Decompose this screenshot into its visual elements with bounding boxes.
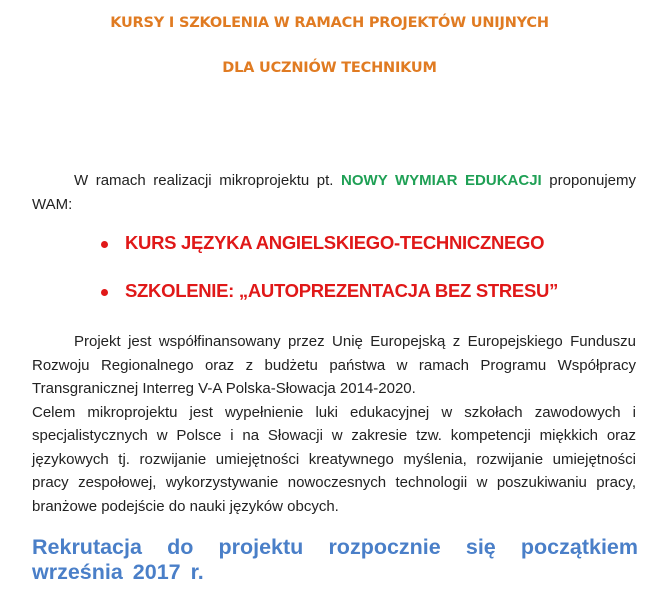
- recruitment-notice: Rekrutacja do projektu rozpocznie się początkiem września 2017 r.: [32, 535, 638, 584]
- page-title-line-1: KURSY I SZKOLENIA W RAMACH PROJEKTÓW UNIJNYCH: [110, 15, 549, 31]
- goal-text: Celem mikroprojektu jest wypełnienie luki edukacyjnej w szkołach zawodowych i specjalistycznych w Polsce i na Słowacji w zakresie tzw. kompetencji miękkich oraz językowych tj. rozwijanie umiejętności kreatywnego myślenia, rozwijanie umiejętności pracy zespołowej, wykorzystywanie nowoczesnych technologii w poszukiwaniu pracy, branżowe podejście do nauki języków obcych.: [32, 403, 636, 515]
- body-paragraph: [32, 330, 636, 518]
- intro-paragraph: [32, 169, 636, 216]
- offer-label: KURS JĘZYKA ANGIELSKIEGO-TECHNICZNEGO: [125, 232, 545, 253]
- page-title-line-2: DLA UCZNIÓW TECHNIKUM: [222, 60, 437, 76]
- intro-text-before: W ramach realizacji mikroprojektu pt.: [74, 172, 342, 189]
- project-name: NOWY WYMIAR EDUKACJI: [341, 172, 542, 189]
- list-item: [0, 280, 659, 328]
- funding-sentence: Projekt jest współfinansowany przez Unię Europejską z Europejskiego Funduszu Rozwoju Regionalnego oraz z budżetu państwa w ramach Programu Współpracy Transgranicznej Interreg V-A Polska-Słowacja 2014-2020.: [32, 333, 636, 397]
- offer-label: SZKOLENIE: „AUTOPREZENTACJA BEZ STRESU”: [125, 280, 559, 301]
- list-item: [0, 232, 659, 280]
- intro-text-after: proponujemy WAM:: [32, 172, 636, 213]
- funding-text: [32, 330, 636, 401]
- bullet-icon: [101, 289, 108, 296]
- bullet-icon: [101, 241, 108, 248]
- offers-list: [0, 232, 659, 328]
